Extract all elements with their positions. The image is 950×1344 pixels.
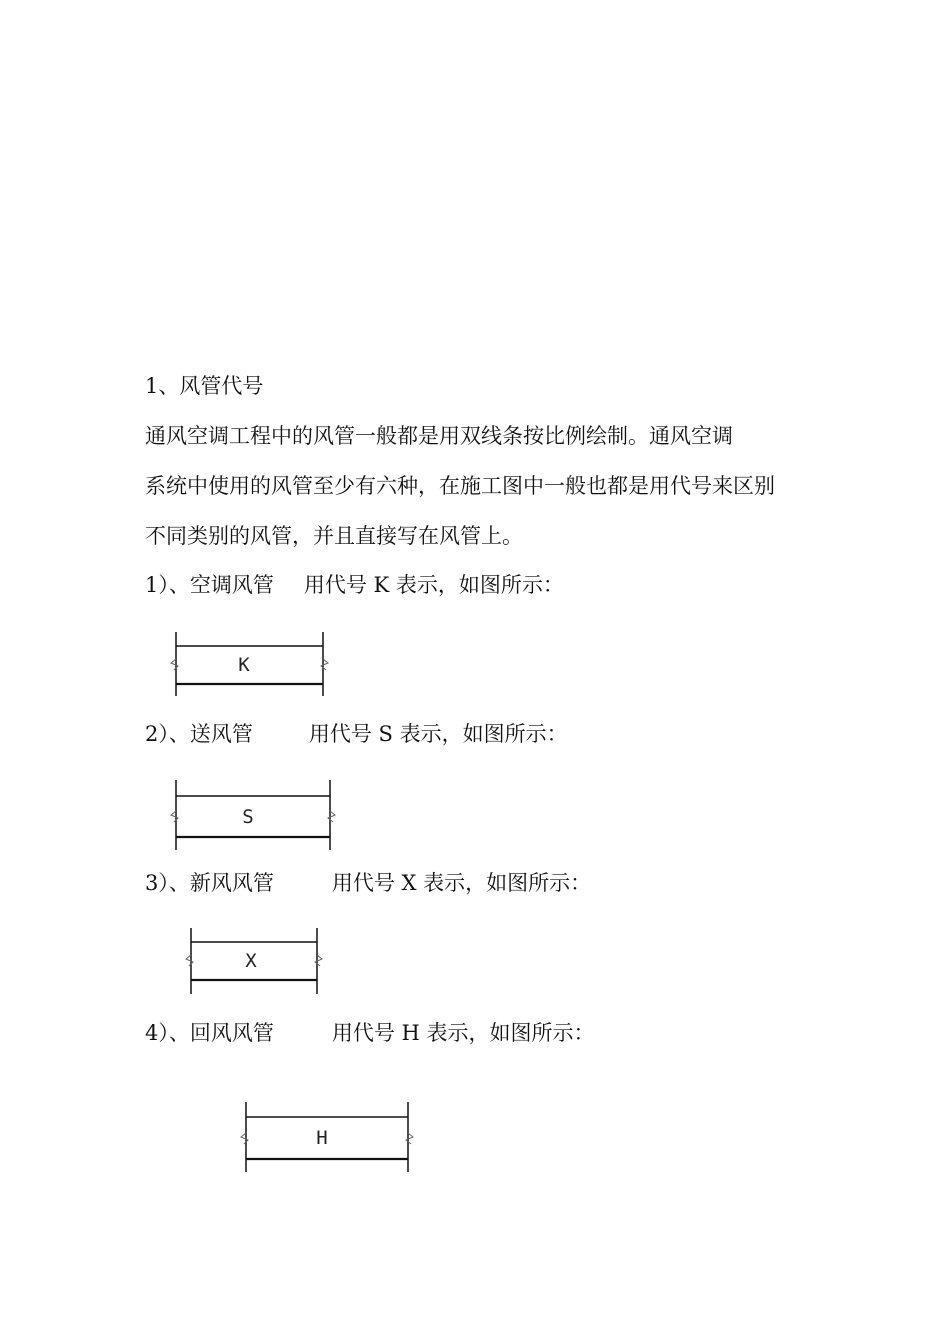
item-1-desc: 用代号 K 表示，如图所示： [303,573,564,597]
item-4-desc: 用代号 H 表示，如图所示： [331,1021,595,1045]
item-2-label: 2）、送风管 [145,722,253,746]
section-heading: 1、风管代号 [145,374,264,398]
duct-diagram-s [168,778,343,852]
duct-code-s: S [242,806,254,828]
duct-code-k: K [238,654,250,676]
item-2-line [145,720,568,748]
item-1-line [145,571,564,599]
item-3-line [145,869,591,897]
duct-code-x: X [245,950,257,972]
item-1-label: 1）、空调风管 [145,573,274,597]
duct-diagram-x [183,926,328,996]
duct-diagram-k [168,630,338,698]
item-4-line [145,1019,595,1047]
paragraph-line-1: 通风空调工程中的风管一般都是用双线条按比例绘制。通风空调 [145,424,733,448]
paragraph-line-2: 系统中使用的风管至少有六种，在施工图中一般也都是用代号来区别 [145,474,775,498]
item-4-label: 4）、回风风管 [145,1021,274,1045]
item-3-desc: 用代号 X 表示，如图所示： [331,871,592,895]
paragraph-line-3: 不同类别的风管，并且直接写在风管上。 [145,524,523,548]
duct-code-h: H [316,1127,328,1149]
duct-diagram-h [238,1100,418,1174]
item-2-desc: 用代号 S 表示，如图所示： [308,722,568,746]
item-3-label: 3）、新风风管 [145,871,274,895]
